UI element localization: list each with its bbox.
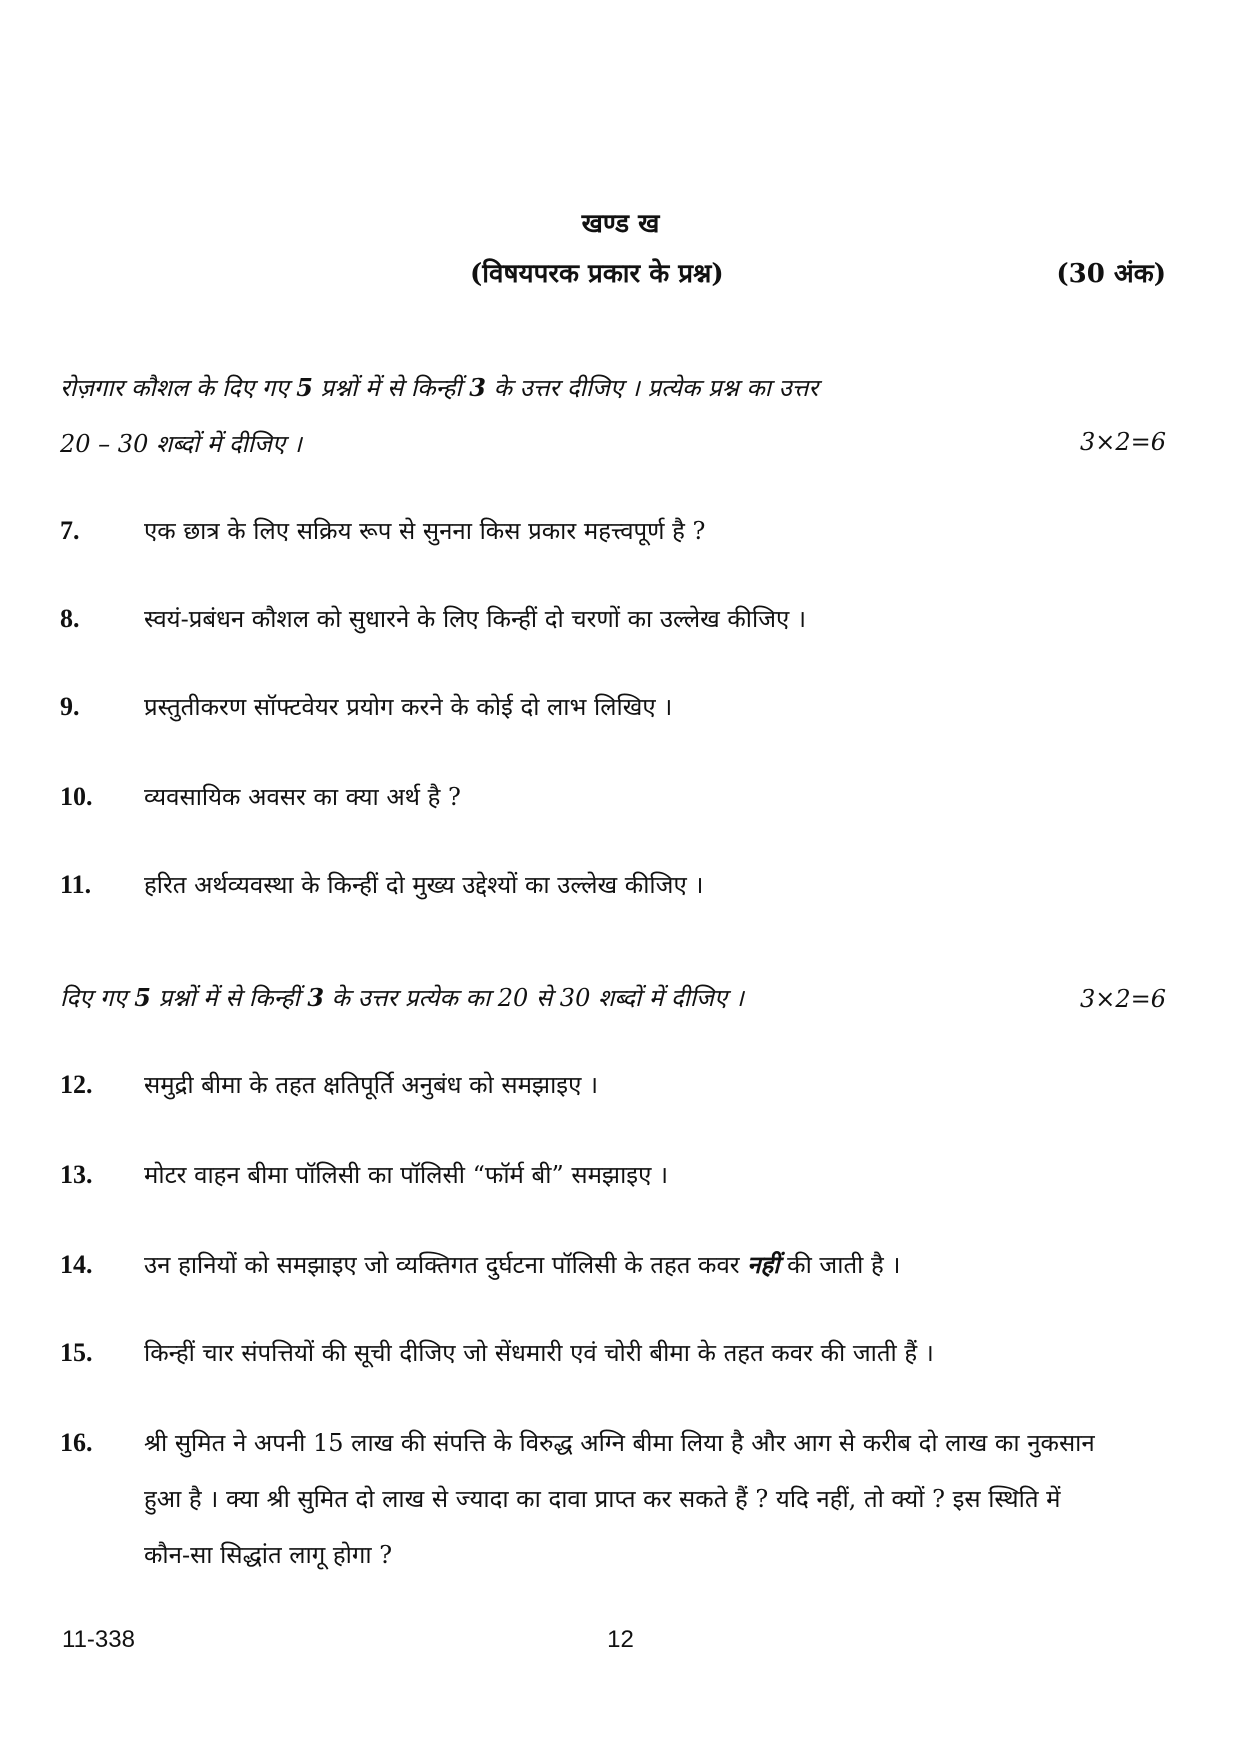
question-13: [60, 1147, 1170, 1203]
paper-code: 11-338: [62, 1626, 135, 1653]
instruction-employability: रोज़गार कौशल के दिए गए 5 प्रश्नों में से किन्हीं 3 के उत्तर दीजिए । प्रत्येक प्रश्न का उत्तर 20 – 30 शब्दों में दीजिए ।: [60, 373, 819, 458]
instruction-line2: 20 – 30 शब्दों में दीजिए ।: [60, 430, 302, 458]
question-8: [60, 591, 1170, 647]
question-text: व्यवसायिक अवसर का क्या अर्थ है ?: [144, 783, 461, 811]
question-text: एक छात्र के लिए सक्रिय रूप से सुनना किस प्रकार महत्त्वपूर्ण है ?: [144, 517, 706, 545]
emphasis-not: नहीं: [747, 1250, 780, 1279]
question-number: 14.: [60, 1250, 93, 1279]
question-14: [60, 1237, 1170, 1293]
question-text: हरित अर्थव्यवस्था के किन्हीं दो मुख्य उद्देश्यों का उल्लेख कीजिए ।: [144, 871, 704, 899]
page-number: 12: [607, 1626, 634, 1653]
question-text: प्रस्तुतीकरण सॉफ्टवेयर प्रयोग करने के कोई दो लाभ लिखिए ।: [144, 693, 673, 721]
question-10: [60, 769, 1170, 825]
instruction-marks: 3×2=6: [1079, 428, 1166, 456]
question-number: 8.: [60, 604, 80, 633]
question-text: स्वयं-प्रबंधन कौशल को सुधारने के लिए किन्हीं दो चरणों का उल्लेख कीजिए ।: [144, 605, 807, 633]
instruction-insurance: दिए गए 5 प्रश्नों में से किन्हीं 3 के उत्तर प्रत्येक का 20 से 30 शब्दों में दीजिए ।: [60, 983, 744, 1012]
question-number: 15.: [60, 1338, 93, 1367]
question-number: 11.: [60, 870, 92, 899]
question-number: 12.: [60, 1070, 93, 1099]
question-number: 13.: [60, 1160, 93, 1189]
question-7: [60, 503, 1170, 559]
question-15: [60, 1325, 1170, 1381]
question-text: किन्हीं चार संपत्तियों की सूची दीजिए जो सेंधमारी एवं चोरी बीमा के तहत कवर की जाती हैं ।: [144, 1339, 934, 1367]
question-number: 16.: [60, 1428, 93, 1457]
question-number: 7.: [60, 516, 80, 545]
question-16: [60, 1415, 1100, 1583]
instruction-marks: 3×2=6: [1079, 985, 1166, 1013]
section-subtitle: (विषयपरक प्रकार के प्रश्न): [470, 259, 724, 289]
question-text: समुद्री बीमा के तहत क्षतिपूर्ति अनुबंध को समझाइए ।: [144, 1071, 599, 1099]
section-marks: (30 अंक): [1056, 259, 1166, 289]
question-text: उन हानियों को समझाइए जो व्यक्तिगत दुर्घटना पॉलिसी के तहत कवर नहीं की जाती है ।: [144, 1250, 901, 1279]
question-text: मोटर वाहन बीमा पॉलिसी का पॉलिसी “फॉर्म बी” समझाइए ।: [144, 1161, 669, 1189]
question-number: 9.: [60, 692, 80, 721]
question-9: [60, 679, 1170, 735]
section-title: खण्ड ख: [581, 209, 660, 239]
question-text: श्री सुमित ने अपनी 15 लाख की संपत्ति के विरुद्ध अग्नि बीमा लिया है और आग से करीब दो लाख का नुकसान हुआ है । क्या श्री सुमित दो लाख से ज्यादा का दावा प्राप्त कर सकते हैं ? यदि नहीं, तो क्यों ? इस स्थिति में कौन-सा सिद्धांत लागू होगा ?: [144, 1429, 1095, 1569]
question-12: [60, 1057, 1170, 1113]
question-11: [60, 857, 1170, 913]
question-number: 10.: [60, 782, 93, 811]
